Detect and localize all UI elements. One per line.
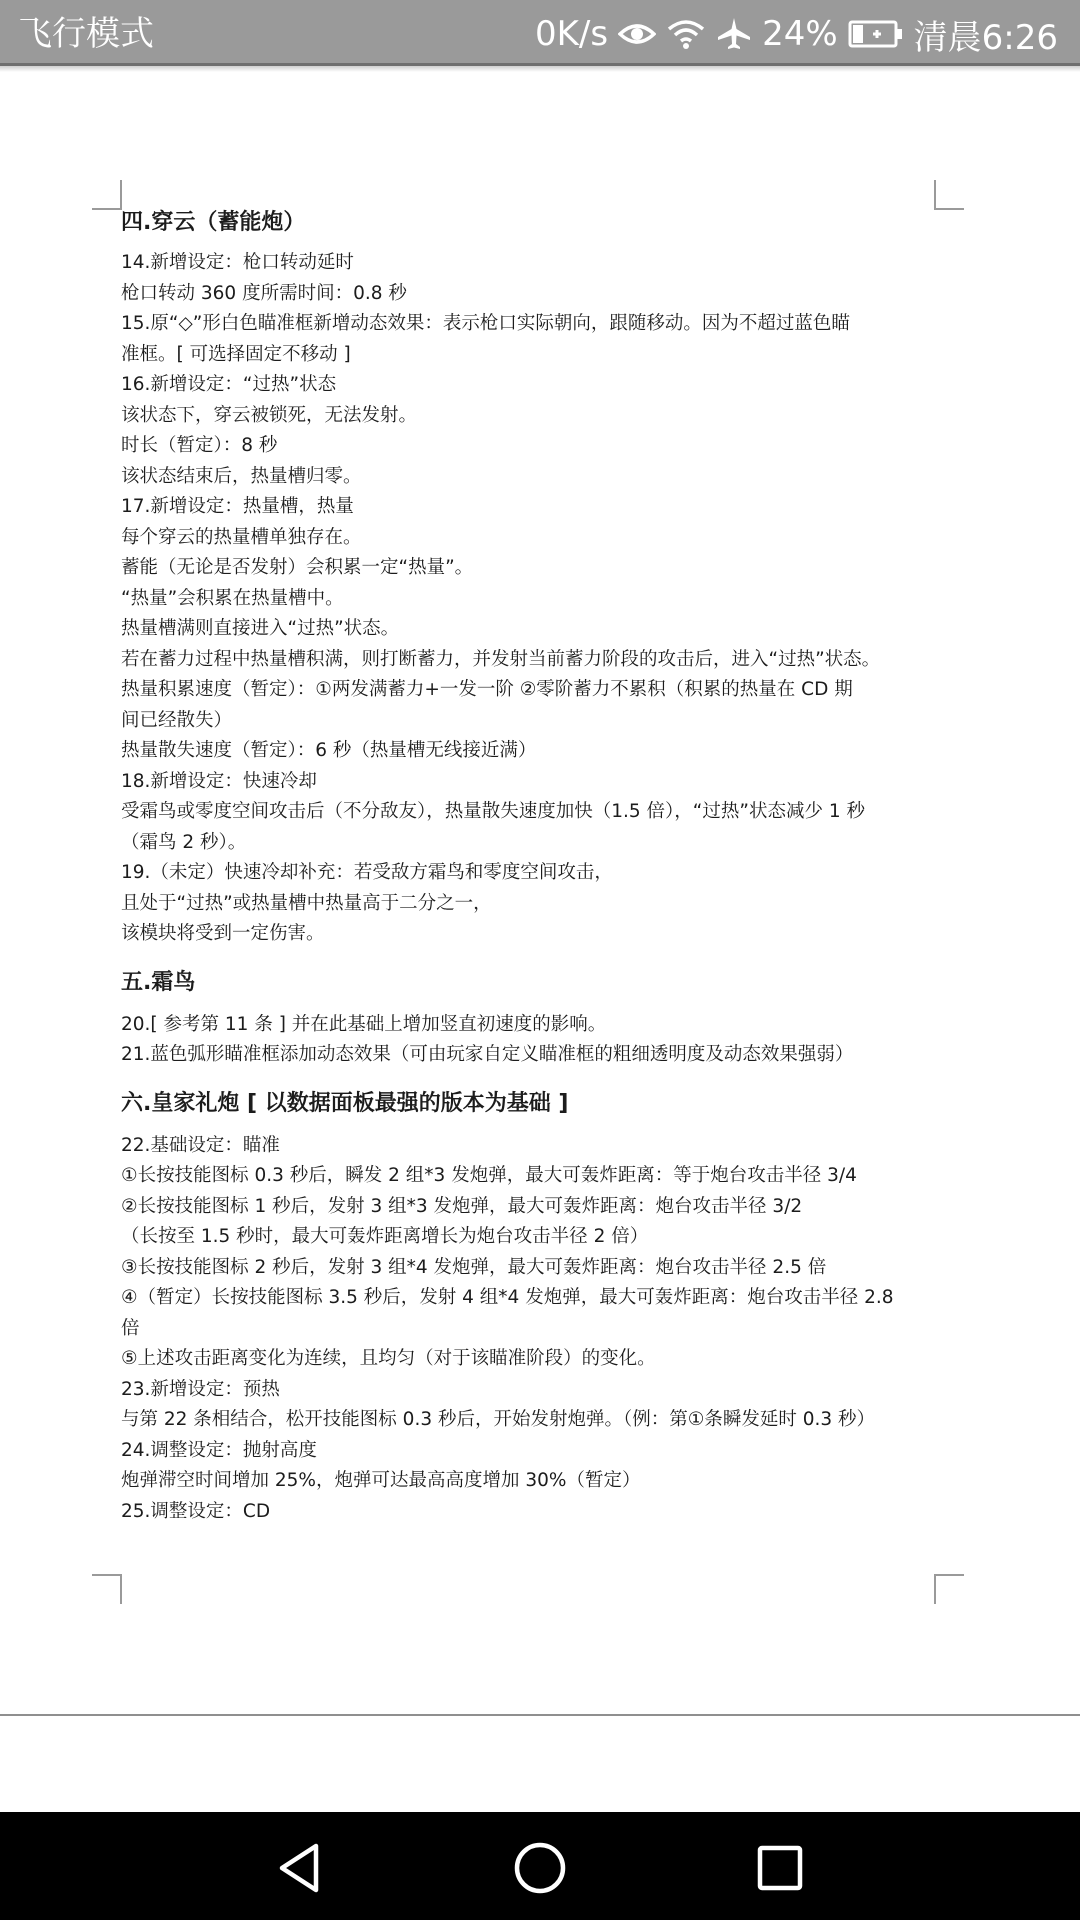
document-line: 18.新增设定：快速冷却 (121, 770, 317, 792)
battery-icon (848, 20, 904, 48)
back-button[interactable] (270, 1838, 330, 1898)
document-page[interactable] (0, 72, 1080, 1712)
airplane-mode-label: 飞行模式 (18, 14, 154, 54)
document-line: 17.新增设定：热量槽，热量 (121, 496, 354, 517)
document-line: ③长按技能图标 2 秒后，发射 3 组*4 发炮弹，最大可轰炸距离：炮台攻击半径 2.5 倍 (121, 1256, 827, 1278)
recents-button[interactable] (750, 1838, 810, 1898)
home-icon (510, 1838, 570, 1898)
section-heading: 四.穿云（蓄能炮） (121, 210, 306, 235)
battery-percent: 24% (762, 14, 838, 54)
document-line: （霜鸟 2 秒）。 (121, 831, 247, 853)
document-line: 19.（未定）快速冷却补充：若受敌方霜鸟和零度空间攻击， (121, 862, 613, 883)
document-line: ①长按技能图标 0.3 秒后，瞬发 2 组*3 发炮弹，最大可轰炸距离：等于炮台攻击半径 3/4 (121, 1165, 857, 1186)
document-line: 若在蓄力过程中热量槽积满，则打断蓄力，并发射当前蓄力阶段的攻击后，进入“过热”状态。 (121, 648, 881, 670)
page-corner-mark (934, 1574, 964, 1604)
document-line: 热量散失速度（暂定）：6 秒（热量槽无线接近满） (121, 740, 537, 761)
document-line: 枪口转动 360 度所需时间：0.8 秒 (121, 282, 407, 304)
document-line: 准框。[ 可选择固定不移动 ] (121, 343, 351, 365)
document-line: 炮弹滞空时间增加 25%，炮弹可达最高高度增加 30%（暂定） (121, 1470, 641, 1491)
document-line: 16.新增设定：“过热”状态 (121, 374, 337, 395)
document-line: 热量槽满则直接进入“过热”状态。 (121, 618, 400, 639)
document-line: 该模块将受到一定伤害。 (121, 923, 325, 944)
document-line: ⑤上述攻击距离变化为连续，且均匀（对于该瞄准阶段）的变化。 (121, 1348, 656, 1369)
navigation-bar (0, 1812, 1080, 1920)
document-line: 倍 (121, 1317, 140, 1339)
document-line: 每个穿云的热量槽单独存在。 (121, 526, 362, 548)
page-corner-mark (92, 1574, 122, 1604)
section-heading: 六.皇家礼炮 [ 以数据面板最强的版本为基础 ] (121, 1090, 569, 1116)
document-line: （长按至 1.5 秒时，最大可轰炸距离增长为炮台攻击半径 2 倍） (121, 1226, 649, 1247)
wifi-icon (666, 18, 706, 50)
status-bar (0, 0, 1080, 66)
home-button[interactable] (510, 1838, 570, 1898)
page-corner-mark (934, 180, 964, 210)
document-line: 该状态下，穿云被锁死，无法发射。 (121, 404, 418, 426)
document-line: 且处于“过热”或热量槽中热量高于二分之一， (121, 892, 492, 914)
document-line: “热量”会积累在热量槽中。 (121, 587, 344, 609)
document-line: 24.调整设定：抛射高度 (121, 1439, 317, 1461)
document-line: 时长（暂定）：8 秒 (121, 435, 278, 456)
eye-icon (618, 20, 656, 48)
status-bar-right (535, 12, 1058, 56)
document-body (121, 208, 951, 1527)
document-line: 热量积累速度（暂定）：①两发满蓄力+一发一阶 ②零阶蓄力不累积（积累的热量在 CD 期 (121, 679, 853, 700)
section-heading: 五.霜鸟 (121, 969, 196, 995)
airplane-icon (716, 16, 752, 52)
document-line: 25.调整设定：CD (121, 1500, 271, 1522)
document-line: 该状态结束后，热量槽归零。 (121, 465, 362, 487)
document-line: 21.蓝色弧形瞄准框添加动态效果（可由玩家自定义瞄准框的粗细透明度及动态效果强弱） (121, 1044, 854, 1065)
recents-icon (750, 1838, 810, 1898)
document-line: 20.[ 参考第 11 条 ] 并在此基础上增加竖直初速度的影响。 (121, 1013, 607, 1035)
document-line: 受霜鸟或零度空间攻击后（不分敌友），热量散失速度加快（1.5 倍），“过热”状态减少 1 秒 (121, 801, 866, 822)
net-speed: 0K/s (534, 14, 609, 54)
page-corner-mark (92, 180, 122, 210)
back-icon (270, 1838, 330, 1898)
document-line: 14.新增设定：枪口转动延时 (121, 252, 354, 273)
document-line: 23.新增设定：预热 (121, 1378, 280, 1400)
document-line: ④（暂定）长按技能图标 3.5 秒后，发射 4 组*4 发炮弹，最大可轰炸距离：炮台攻击半径 2.8 (121, 1287, 894, 1308)
page-separator (0, 1714, 1080, 1716)
clock: 清晨6:26 (913, 17, 1058, 58)
document-line: ②长按技能图标 1 秒后，发射 3 组*3 发炮弹，最大可轰炸距离：炮台攻击半径 3/2 (121, 1195, 803, 1217)
document-line: 22.基础设定：瞄准 (121, 1134, 280, 1156)
document-line: 与第 22 条相结合，松开技能图标 0.3 秒后，开始发射炮弹。（例：第①条瞬发延时 0.3 秒） (121, 1409, 876, 1430)
document-line: 间已经散失） (121, 709, 233, 731)
document-line: 蓄能（无论是否发射）会积累一定“热量”。 (121, 557, 474, 578)
document-line: 15.原“◇”形白色瞄准框新增动态效果：表示枪口实际朝向，跟随移动。因为不超过蓝色瞄 (121, 313, 850, 334)
